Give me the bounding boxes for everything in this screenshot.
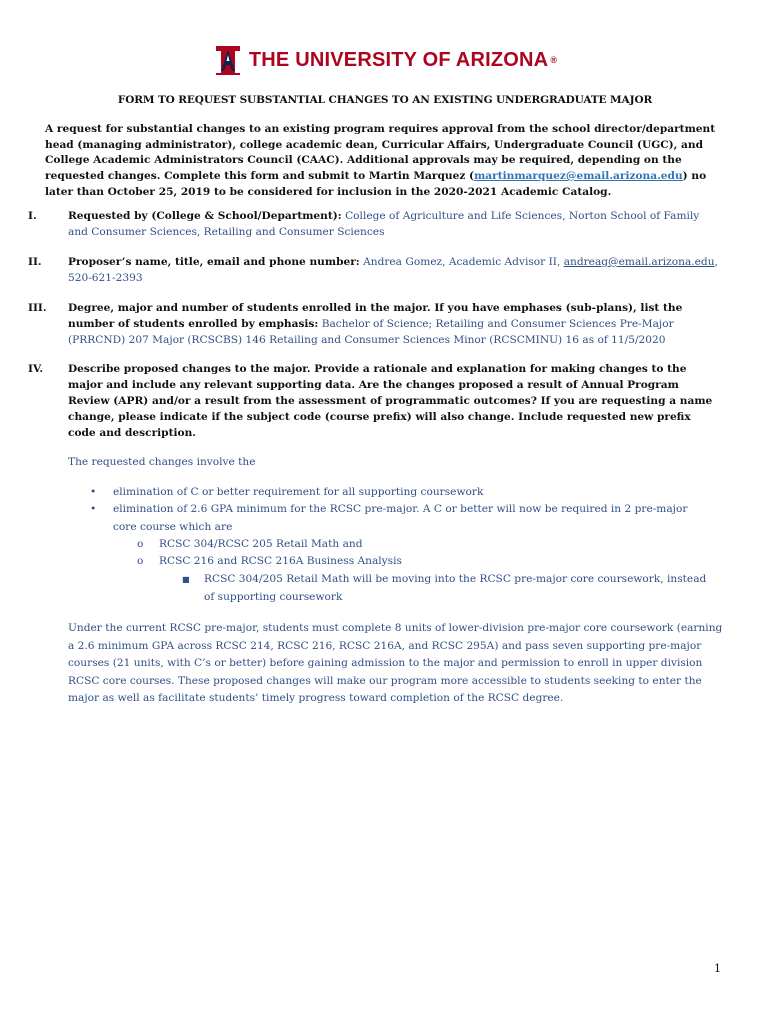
item-question: Degree, major and number of students enrolled in the major. If you have emphases (sub-plans), list the number of students enrolled by emphasis: [68,302,683,330]
sub-bullet-text: RCSC 216 and RCSC 216A Business Analysis [159,555,402,567]
item-answer: College of Agriculture and Life Sciences, Norton School of Family and Consumer Sciences, Retailing and Consumer Sciences [68,210,700,238]
proposer-email-link[interactable]: andreag@email.arizona.edu [563,256,715,268]
sub-sub-bullet-glyph: ■ [182,575,190,584]
item-number: IV. [28,363,44,375]
sub-bullet-glyph: o [137,555,144,567]
response-paragraph: Under the current RCSC pre-major, students must complete 8 units of lower-division pre-major core coursework (earning a 2.6 minimum GPA across RCSC 214, RCSC 216, RCSC 216A, and RCSC 295A) and pass seven supporting pre-major courses (21 units, with C’s or better) before gaining admission to the major and permission to enroll in upper division RCSC core courses. These proposed changes will make our program more accessible to students seeking to enter the major as well as facilitate students’ timely progress toward completion of the RCSC degree. [68,622,723,704]
item-number: II. [28,256,42,268]
sub-bullet-glyph: o [137,538,144,550]
intro-text-end: ) no later than October 25, 2019 to be considered for inclusion in the 2020-2021 Academic Catalog. [45,170,707,198]
university-header [0,44,770,76]
page-number: 1 [714,962,721,975]
university-wordmark [249,49,557,72]
item-question: Proposer’s name, title, email and phone number: [68,256,360,268]
form-title: FORM TO REQUEST SUBSTANTIAL CHANGES TO AN EXISTING UNDERGRADUATE MAJOR [117,94,653,106]
item-question: Requested by (College & School/Department): [68,210,342,222]
sub-bullet-text: RCSC 304/RCSC 205 Retail Math and [159,538,363,550]
university-a-logo-icon [213,44,243,76]
item-answer: Bachelor of Science; Retailing and Consumer Sciences Pre-Major (PRRCND) 207 Major (RCSCBS) 146 Retailing and Consumer Sciences Minor (RCSCMINU) 16 as of 11/5/2020 [68,317,674,346]
martin-email-link[interactable]: martinmarquez@email.arizona.edu [474,170,683,183]
bullet-glyph: • [90,486,97,498]
intro-text: A request for substantial changes to an existing program requires approval from the school director/department head (managing administrator), college academic dean, Curricular Affairs, Undergraduate Council (UGC), and College Academic Administrators Council (CAAC). Additional approvals may be required, depending on the requested changes. Complete this form and submit to Martin Marquez ( [45,123,716,183]
proposer-details: Andrea Gomez, Academic Advisor II, [363,256,564,268]
response-lead: The requested changes involve the [68,456,256,468]
registered-mark: ® [550,55,558,66]
item-question: Describe proposed changes to the major. Provide a rationale and explanation for making changes to the major and include any relevant supporting data. Are the changes proposed a result of Annual Program Review (APR) and/or a result from the assessment of programmatic outcomes? If you are requesting a name change, please indicate if the subject code (course prefix) will also change. Include requested new prefix code and description. [68,363,713,439]
bullet-text: elimination of C or better requirement for all supporting coursework [113,486,484,498]
item-number: III. [28,302,47,314]
bullet-text: elimination of 2.6 GPA minimum for the RCSC pre-major. A C or better will now be required in 2 pre-major core course which are [113,503,688,533]
item-number: I. [28,210,37,222]
proposer-phone: , 520-621-2393 [68,256,718,284]
university-name: THE UNIVERSITY OF ARIZONA [248,48,549,71]
intro-paragraph [45,122,725,201]
bullet-glyph: • [90,503,97,515]
sub-sub-bullet-text: RCSC 304/205 Retail Math will be moving into the RCSC pre-major core coursework, instead of supporting coursework [204,573,707,603]
